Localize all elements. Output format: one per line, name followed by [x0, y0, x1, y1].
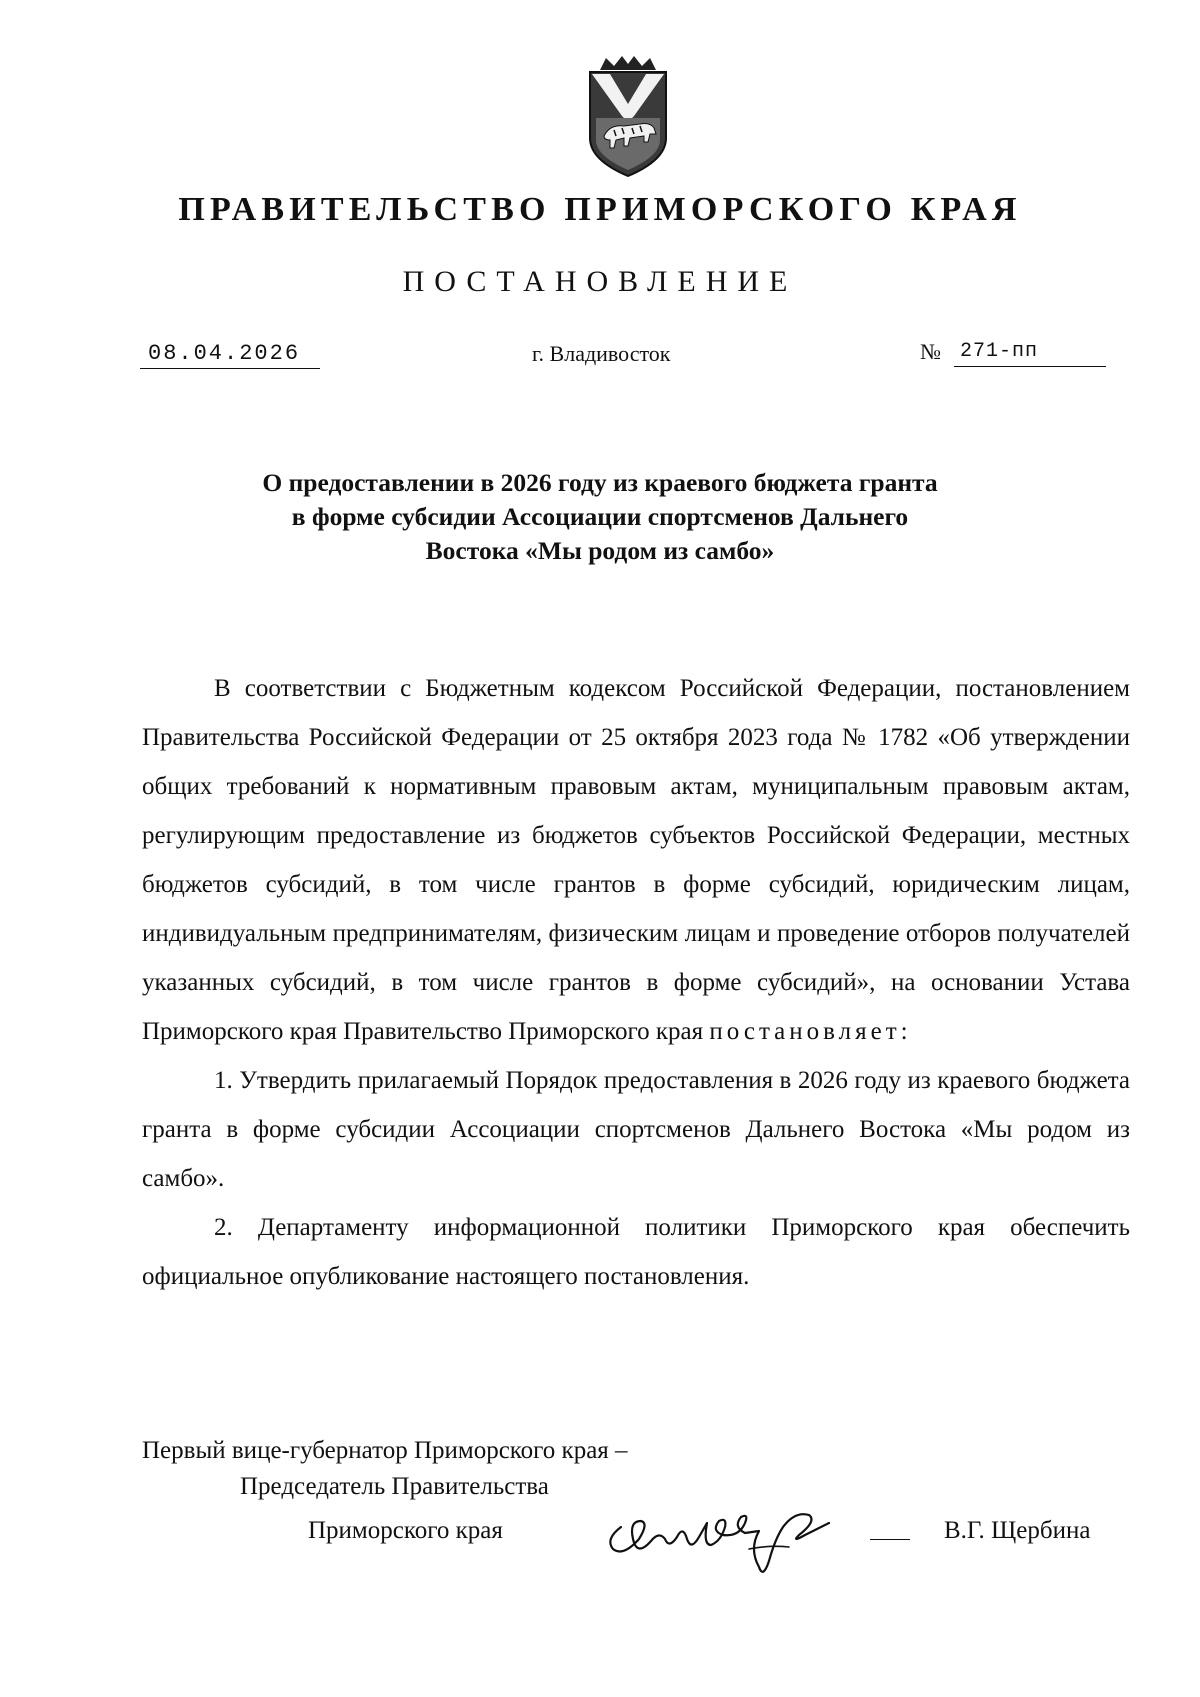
document-type: ПОСТАНОВЛЕНИЕ	[402, 265, 798, 298]
document-city: г. Владивосток	[532, 341, 671, 366]
signer-position-line: Приморского края	[308, 1517, 503, 1544]
number-value: 271-пп	[954, 338, 1106, 367]
signer-position-line: Председатель Правительства	[240, 1473, 549, 1500]
document-date: 08.04.2026	[140, 340, 320, 369]
signature-block	[142, 1433, 1130, 1553]
subject-line: в форме субсидии Ассоциации спортсменов Дальнего	[291, 502, 909, 531]
document-body	[142, 664, 1130, 1301]
document-number	[920, 338, 1106, 367]
government-title: ПРАВИТЕЛЬСТВО ПРИМОРСКОГО КРАЯ	[178, 191, 1022, 228]
document-subject	[0, 466, 1200, 568]
subject-line: Востока «Мы родом из самбо»	[425, 536, 775, 565]
preamble-paragraph	[142, 664, 1130, 1056]
handwritten-signature-icon	[599, 1487, 869, 1587]
signer-name: В.Г. Щербина	[944, 1517, 1091, 1544]
item-1-paragraph: 1. Утвердить прилагаемый Порядок предоставления в 2026 году из краевого бюджета гранта в форме субсидии Ассоциации спортсменов Дальнего Востока «Мы родом из самбо».	[142, 1067, 1130, 1192]
preamble-text: В соответствии с Бюджетным кодексом Российской Федерации, постановлением Правительства Российской Федерации от 25 октября 2023 года № 1782 «Об утверждении общих требований к нормативным правовым актам, муниципальным правовым актам, регулирующим предоставление из бюджетов субъектов Российской Федерации, местных бюджетов субсидий, в том числе грантов в форме субсидий, юридическим лицам, индивидуальным предпринимателям, физическим лицам и проведение отборов получателей указанных субсидий, в том числе грантов в форме субсидий», на основании Устава Приморского края Правительство Приморского края	[142, 675, 1130, 1045]
signature-line	[870, 1539, 910, 1540]
signer-position-line: Первый вице-губернатор Приморского края –	[142, 1437, 628, 1464]
number-sign: №	[920, 339, 941, 364]
subject-line: О предоставлении в 2026 году из краевого бюджета гранта	[262, 468, 938, 497]
resolves-word: постановляет:	[709, 1018, 912, 1045]
primorsky-krai-coat-of-arms-icon	[570, 56, 686, 178]
item-2-paragraph: 2. Департаменту информационной политики Приморского края обеспечить официальное опубликование настоящего постановления.	[142, 1214, 1130, 1290]
